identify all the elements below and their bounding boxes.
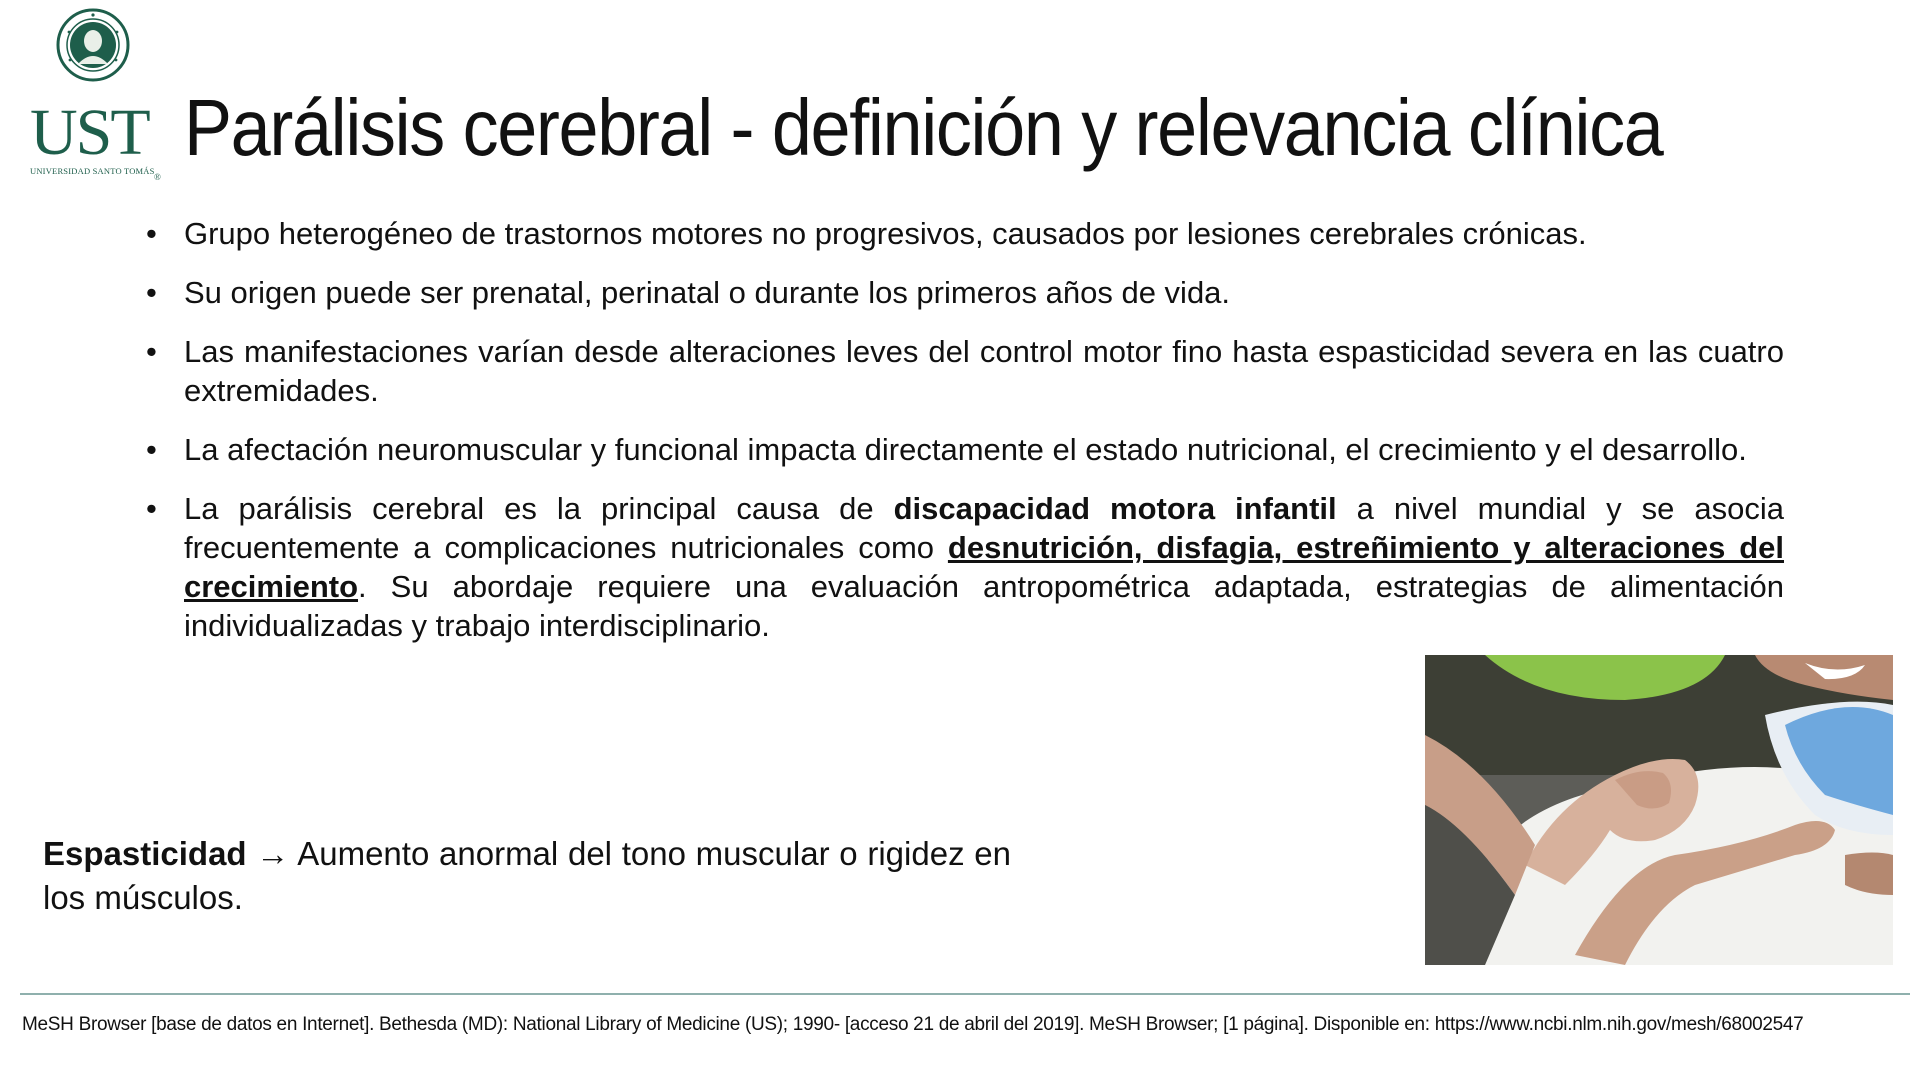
university-logo [30, 96, 161, 182]
arrow-icon: → [256, 835, 290, 872]
definition-term: Espasticidad [43, 835, 247, 872]
footer-divider [20, 993, 1910, 995]
bullet-bold-term: discapacidad motora infantil [893, 491, 1337, 526]
bullet-item [142, 430, 1784, 469]
bullet-item [142, 214, 1784, 253]
clinical-photo [1425, 655, 1893, 965]
bullet-text: La afectación neuromuscular y funcional impacta directamente el estado nutricional, el crecimiento y el desarrollo. [184, 432, 1747, 467]
definition-note [43, 832, 1011, 920]
bullet-text-part: . Su abordaje requiere una evaluación antropométrica adaptada, estrategias de alimentación individualizadas y trabajo interdisciplinario. [184, 569, 1784, 643]
seal-icon [56, 8, 130, 82]
bullet-text: Las manifestaciones varían desde alteraciones leves del control motor fino hasta espasticidad severa en las cuatro extremidades. [184, 334, 1784, 408]
bullet-dot: • [146, 334, 157, 369]
bullet-item [142, 332, 1784, 410]
bullet-item [142, 489, 1784, 645]
bullet-text-part: La parálisis cerebral es la principal causa de [184, 491, 894, 526]
bullet-dot: • [146, 491, 157, 526]
logo-letters-text: UST [30, 96, 149, 169]
registered-mark: ® [154, 172, 161, 182]
bullet-text-part: a nivel mundial y se asocia frecuentemente a complicaciones nutricionales como [184, 491, 1784, 565]
logo-subtitle: UNIVERSIDAD SANTO TOMÁS [30, 166, 155, 176]
bullet-dot: • [146, 432, 157, 467]
bullet-list [142, 214, 1784, 665]
reference-citation: MeSH Browser [base de datos en Internet]. Bethesda (MD): National Library of Medicine (US); 1990- [acceso 21 de abril del 2019]. MeSH Browser; [1 página]. Disponible en: https://www.ncbi.nlm.nih.gov/mesh/68002547 [22, 1014, 1804, 1035]
bullet-text: Su origen puede ser prenatal, perinatal o durante los primeros años de vida. [184, 275, 1231, 310]
bullet-text: Grupo heterogéneo de trastornos motores no progresivos, causados por lesiones cerebrales crónicas. [184, 216, 1587, 251]
bullet-dot: • [146, 275, 157, 310]
definition-text: Aumento anormal del tono muscular o rigidez en los músculos. [43, 835, 1011, 916]
photo-arm-spasticity [1425, 655, 1893, 965]
university-seal-logo [56, 8, 130, 82]
bullet-item [142, 273, 1784, 312]
slide-title: Parálisis cerebral - definición y relevancia clínica [184, 83, 1663, 172]
bullet-underlined-term: desnutrición, disfagia, estreñimiento y alteraciones del crecimiento [184, 530, 1784, 604]
bullet-dot: • [146, 216, 157, 251]
